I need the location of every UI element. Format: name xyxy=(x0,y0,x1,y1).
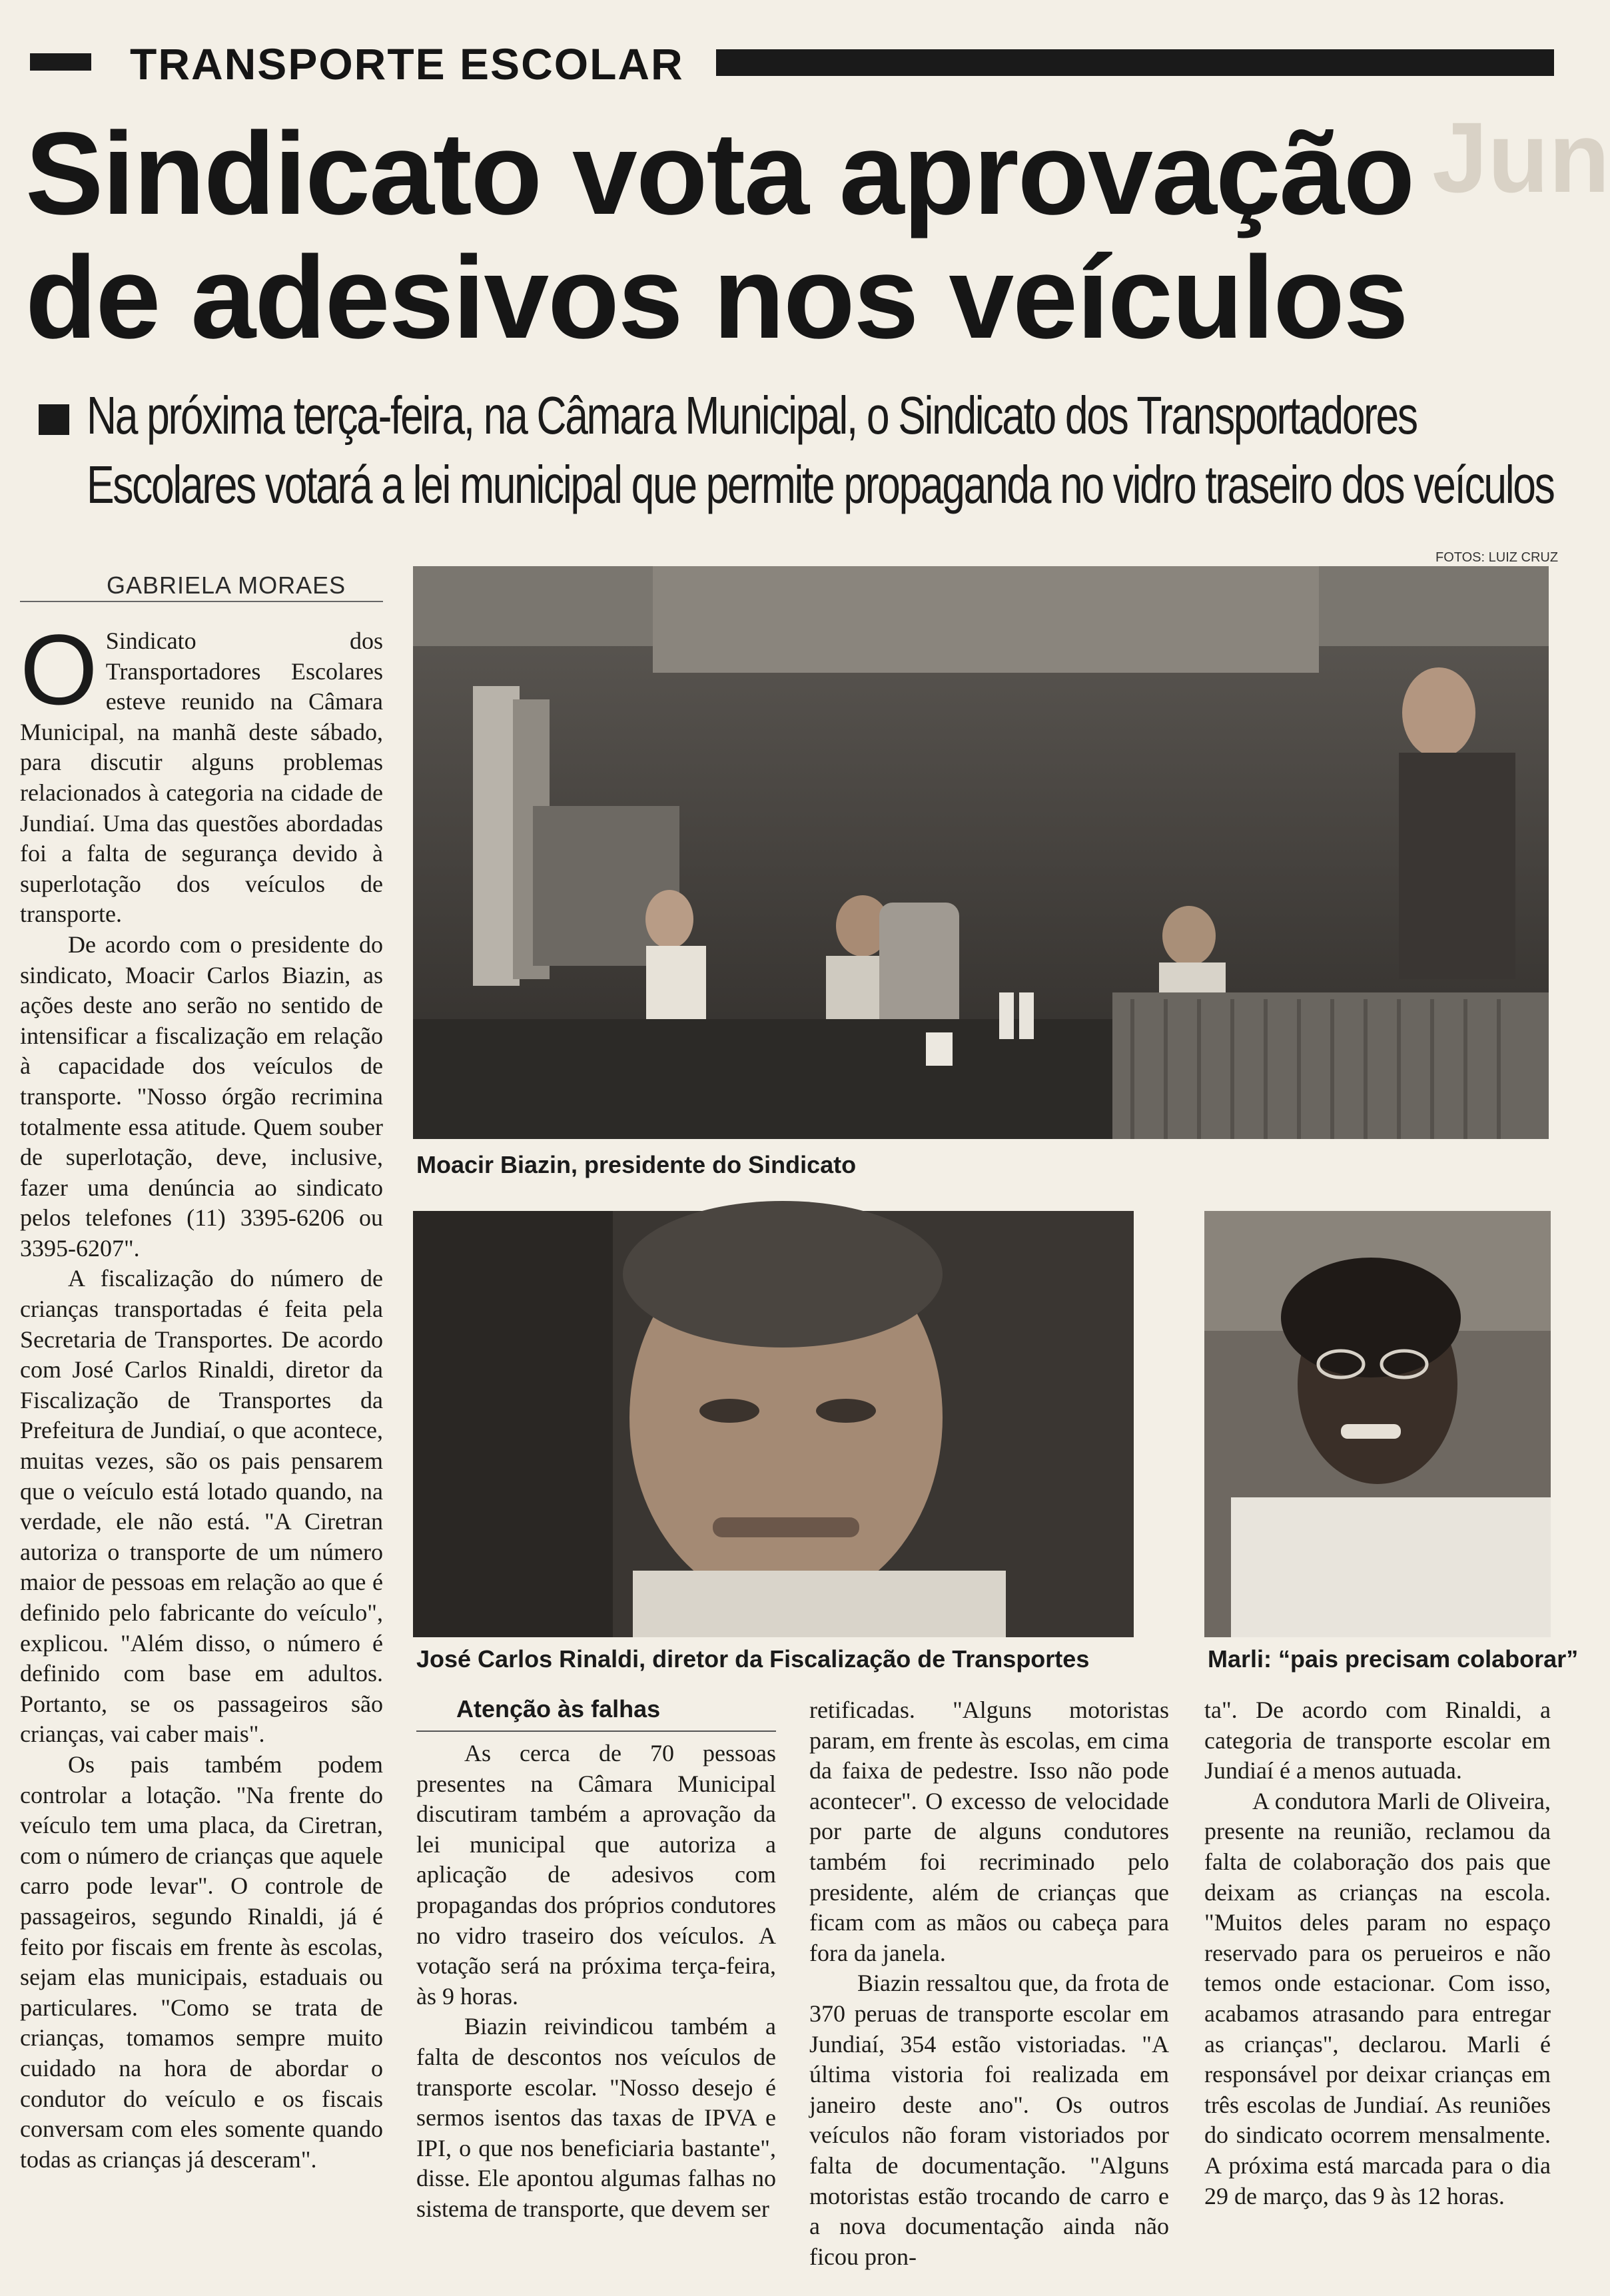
deck-line-1: Na próxima terça-feira, na Câmara Municipal, o Sindicato dos Transportadores xyxy=(87,386,1417,445)
paragraph: Biazin reivindicou também a falta de descontos nos veículos de transporte escolar. "Nosso desejo é sermos isentos das taxas de IPVA e IPI, o que nos beneficiaria bastante", disse. Ele apontou algumas falhas no sistema de transporte, que devem ser xyxy=(416,2013,776,2222)
caption-marli-photo: Marli: “pais precisam colaborar” xyxy=(1208,1645,1579,1673)
section-label: TRANSPORTE ESCOLAR xyxy=(130,39,684,89)
byline-rule xyxy=(20,601,383,602)
paragraph: Biazin ressaltou que, da frota de 370 peruas de transporte escolar em Jundiaí, 354 estão vistoriadas. "A última vistoria foi realizada em janeiro deste ano". Os outros veículos não foram vistoriados por falta de documentação. "Alguns motoristas estão trocando de carro e a nova documentação ainda não ficou pron- xyxy=(809,1970,1169,2270)
paragraph: Os pais também podem controlar a lotação. "Na frente do veículo tem uma placa, da Ciretran, com o número de crianças que aquele carro pode levar". O controle de passageiros, segundo Rinaldi, já é feito por fiscais em frente às escolas, sejam elas municipais, estaduais ou particulares. "Como se trata de crianças, tomamos sempre muito cuidado na hora de abordar o condutor do veículo e os fiscais conversam com eles somente quando todas as crianças já desceram". xyxy=(20,1750,383,2173)
headline xyxy=(25,109,1557,363)
photo-marli xyxy=(1204,1211,1551,1637)
paragraph: ta". De acordo com Rinaldi, a categoria de transporte escolar em Jundiaí é a menos autuada. xyxy=(1204,1697,1551,1784)
byline: GABRIELA MORAES xyxy=(107,572,346,599)
article-column-1 xyxy=(20,613,383,2265)
caption-main-photo: Moacir Biazin, presidente do Sindicato xyxy=(416,1151,857,1178)
subhead-rule xyxy=(416,1730,776,1732)
article-column-2 xyxy=(416,1738,776,2271)
section-rule-right xyxy=(716,49,1554,76)
caption-rinaldi-photo: José Carlos Rinaldi, diretor da Fiscalização de Transportes xyxy=(416,1645,1090,1673)
paragraph: Sindicato dos Transportadores Escolares esteve reunido na Câmara Municipal, na manhã deste sábado, para discutir alguns problemas relacionados à categoria na cidade de Jundiaí. Uma das questões abordadas foi a falta de segurança devido à superlotação dos veículos de transporte. xyxy=(20,627,383,928)
paragraph: retificadas. "Alguns motoristas param, em frente às escolas, em cima da faixa de pedestre. Isso não pode acontecer". O excesso de velocidade por parte de alguns condutores também foi recriminado pelo presidente, além de crianças que ficam com as mãos ou cabeça para fora da janela. xyxy=(809,1697,1169,1966)
deck-bullet xyxy=(39,404,69,435)
photo-credit: FOTOS: LUIZ CRUZ xyxy=(1435,550,1559,565)
paragraph: A fiscalização do número de crianças transportadas é feita pela Secretaria de Transportes. De acordo com José Carlos Rinaldi, diretor da Fiscalização de Transportes da Prefeitura de Jundiaí, o que acontece, muitas vezes, são os pais pensarem que o veículo está lotado quando, na verdade, ele não está. "A Ciretran autoriza o transporte de um número maior de pessoas em relação ao que é definido pelo fabricante do veículo", explicou. "Além disso, o número é definido com base em adultos. Portanto, se os passageiros são crianças, vai caber mais". xyxy=(20,1265,383,1748)
headline-line-2: de adesivos nos veículos xyxy=(25,232,1408,363)
paragraph: As cerca de 70 pessoas presentes na Câmara Municipal discutiram também a aprovação da lei municipal que autoriza a aplicação de adesivos com propagandas dos próprios condutores no vidro traseiro dos veículos. A votação será na próxima terça-feira, às 9 horas. xyxy=(416,1740,776,2010)
article-column-3 xyxy=(809,1695,1169,2268)
adjacent-page-bleed: Jun xyxy=(1432,101,1610,213)
section-rule-left xyxy=(30,53,91,71)
deck-line-2: Escolares votará a lei municipal que permite propaganda no vidro traseiro dos veículos xyxy=(87,455,1554,514)
article-column-4 xyxy=(1204,1695,1551,2268)
deck xyxy=(87,381,1554,520)
subhead: Atenção às falhas xyxy=(456,1695,661,1722)
drop-cap: O xyxy=(20,613,98,725)
photo-meeting-table xyxy=(413,566,1549,1139)
paragraph: De acordo com o presidente do sindicato, Moacir Carlos Biazin, as ações deste ano serão no sentido de intensificar a fiscalização em relação à capacidade dos veículos de transporte. "Nosso órgão recrimina totalmente essa atitude. Quem souber de superlotação, deve, inclusive, fazer uma denúncia ao sindicato pelos telefones (11) 3395-6206 ou 3395-6207". xyxy=(20,931,383,1262)
headline-line-1: Sindicato vota aprovação xyxy=(25,109,1414,239)
paragraph: A condutora Marli de Oliveira, presente na reunião, reclamou da falta de colaboração dos pais que deixam as crianças na escola. "Muitos deles param no espaço reservado para os perueiros e não temos onde estacionar. Com isso, acabamos atrasando para entregar as crianças", declarou. Marli é responsável por deixar crianças em três escolas de Jundiaí. As reuniões do sindicato ocorrem mensalmente. A próxima está marcada para o dia 29 de março, das 9 às 12 horas. xyxy=(1204,1787,1551,2209)
photo-rinaldi xyxy=(413,1211,1134,1637)
